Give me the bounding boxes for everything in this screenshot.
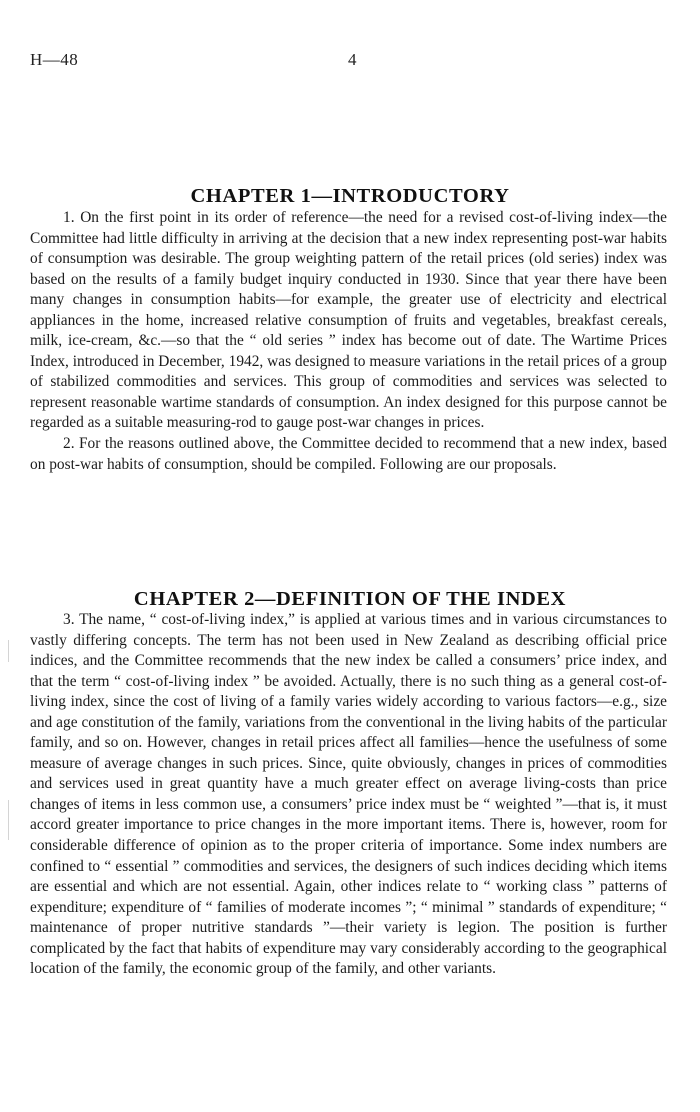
paragraph-1: 1. On the first point in its order of reference—the need for a revised cost-of-living index—the Committee had little difficulty in arriving at the decision that a new index representing post-war habits of consumption was desirable. The group weighting pattern of the retail prices (old series) index was based on the results of a family budget inquiry conducted in 1930. Since that year there have been many changes in consumption habits—for example, the greater use of electricity and electrical appliances in the home, increased relative consumption of fruits and vegetables, breakfast cereals, milk, ice-cream, &c.—so that the “ old series ” index has become out of date. The Wartime Prices Index, introduced in December, 1942, was designed to measure variations in the retail prices of a group of stabilized commodities and services. This group of commodities and services was selected to represent reasonable wartime standards of consumption. An index designed for this purpose cannot be regarded as a suitable measuring-rod to gauge post-war changes in prices. — [30, 209, 667, 432]
scan-margin-mark — [8, 800, 9, 840]
chapter-1-title: CHAPTER 1—INTRODUCTORY — [190, 185, 510, 207]
chapter-2-title: CHAPTER 2—DEFINITION OF THE INDEX — [133, 588, 567, 610]
chapter-2-body — [30, 610, 667, 980]
chapter-1-body — [30, 208, 667, 475]
paragraph-2: 2. For the reasons outlined above, the Committee decided to recommend that a new index, based on post-war habits of consumption, should be compiled. Following are our proposals. — [30, 435, 667, 473]
paragraph-3: 3. The name, “ cost-of-living index,” is applied at various times and in various circumstances to vastly differing concepts. The term has not been used in New Zealand as describing official price indices, and the Committee recommends that the new index be called a consumers’ price index, and that the term “ cost-of-living index ” be avoided. Actually, there is no such thing as a general cost-of-living index, since the cost of living of a family varies widely according to various factors—e.g., size and age constitution of the family, variations from the conventional in the living habits of the particular family, and so on. However, changes in retail prices affect all families—hence the usefulness of some measure of average changes in such prices. Since, quite obviously, changes in prices of commodities and services used in great quantity have a much greater effect on average living-costs than price changes of items in less common use, a consumers’ price index must be “ weighted ”—that is, it must accord greater importance to price changes in the more important items. There is, however, room for considerable difference of opinion as to the proper criteria of importance. Some index numbers are confined to “ essential ” commodities and services, the designers of such indices deciding which items are essential and which are not essential. Again, other indices relate to “ working class ” patterns of expenditure; expenditure of “ families of moderate incomes ”; “ minimal ” standards of expenditure; “ maintenance of proper nutritive standards ”—their variety is legion. The position is further complicated by the fact that habits of expenditure may vary considerably according to the geographical location of the family, the economic group of the family, and other variants. — [30, 611, 667, 978]
scan-margin-mark — [8, 640, 9, 662]
document-reference: H—48 — [30, 50, 79, 69]
page-number: 4 — [348, 50, 357, 69]
